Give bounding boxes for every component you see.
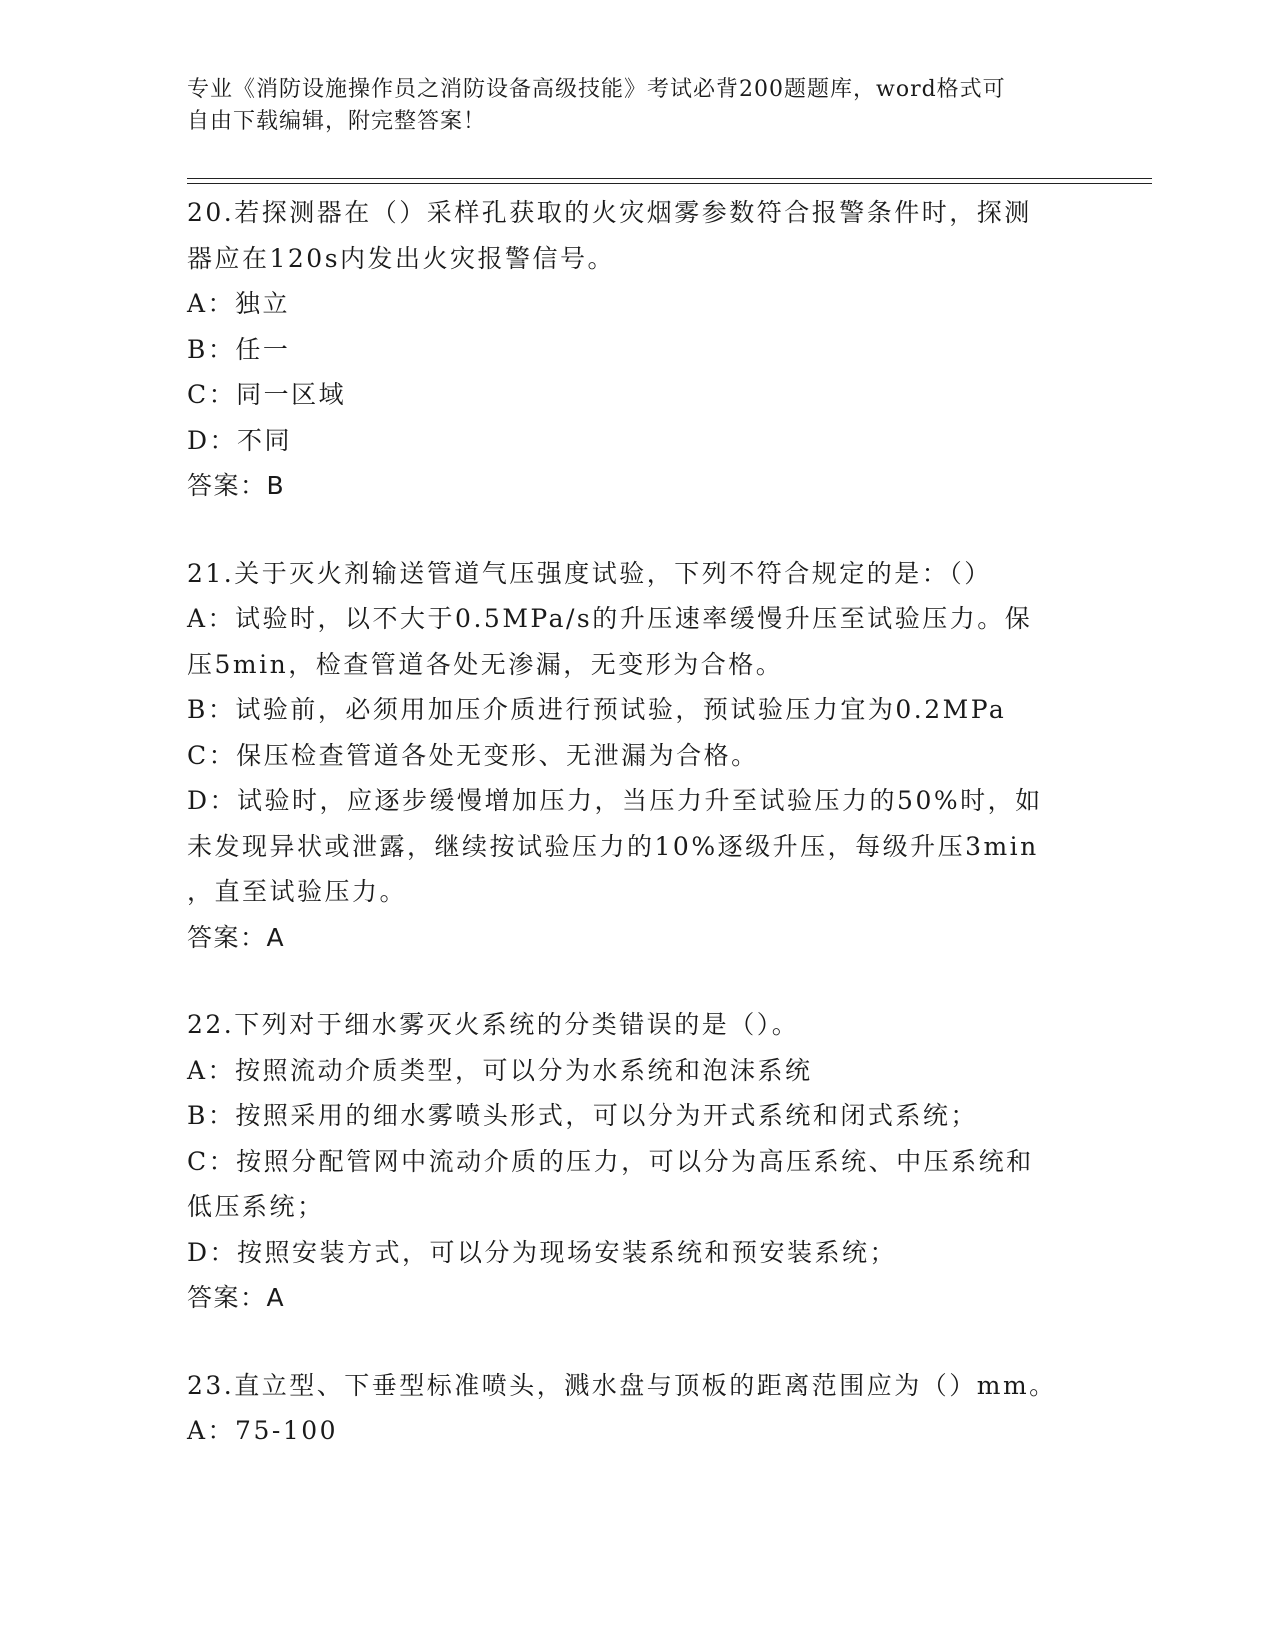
answer-option: 未发现异状或泄露，继续按试验压力的10%逐级升压，每级升压3min: [187, 831, 1039, 861]
answer-option: A：75-100: [187, 1416, 339, 1445]
answer-option: D：按照安装方式，可以分为现场安装系统和预安装系统；: [187, 1237, 898, 1267]
answer-option: A：按照流动介质类型，可以分为水系统和泡沫系统: [187, 1055, 813, 1085]
header-divider: [187, 178, 1152, 179]
header-line: 专业《消防设施操作员之消防设备高级技能》考试必背200题题库，word格式可: [187, 77, 1006, 102]
question-block: [187, 1363, 1087, 1454]
header-line: 自由下载编辑，附完整答案！: [187, 109, 487, 134]
answer-option: B：按照采用的细水雾喷头形式，可以分为开式系统和闭式系统；: [187, 1101, 978, 1130]
answer-option: 压5min，检查管道各处无渗漏，无变形为合格。: [187, 649, 784, 679]
question-block: [187, 190, 1087, 509]
answer-option: B：任一: [187, 334, 291, 364]
question-stem: 22.下列对于细水雾灭火系统的分类错误的是（）。: [187, 1010, 800, 1039]
answer-option: 低压系统；: [187, 1192, 325, 1221]
answer-key: 答案：B: [187, 471, 286, 500]
question-block: [187, 1002, 1087, 1321]
answer-option: A：独立: [187, 289, 291, 318]
answer-option: A：试验时，以不大于0.5MPa/s的升压速率缓慢升压至试验压力。保: [187, 604, 1033, 633]
answer-option: B：试验前，必须用加压介质进行预试验，预试验压力宜为0.2MPa: [187, 695, 1007, 724]
answer-key: 答案：A: [187, 922, 286, 952]
question-block: [187, 551, 1087, 961]
question-stem: 20.若探测器在（）采样孔获取的火灾烟雾参数符合报警条件时，探测: [187, 198, 1032, 227]
question-stem: 21.关于灭火剂输送管道气压强度试验，下列不符合规定的是：（）: [187, 558, 992, 588]
question-stem: 23.直立型、下垂型标准喷头，溅水盘与顶板的距离范围应为（）mm。: [187, 1370, 1057, 1400]
answer-option: D：不同: [187, 425, 293, 455]
answer-option: C：按照分配管网中流动介质的压力，可以分为高压系统、中压系统和: [187, 1146, 1034, 1176]
answer-option: ，直至试验压力。: [187, 877, 408, 906]
answer-option: C：保压检查管道各处无变形、无泄漏为合格。: [187, 740, 759, 770]
question-list: [187, 190, 1087, 1496]
header-divider: [187, 183, 1152, 184]
answer-option: C：同一区域: [187, 380, 347, 409]
answer-option: D：试验时，应逐步缓慢增加压力，当压力升至试验压力的50%时，如: [187, 786, 1043, 815]
question-stem: 器应在120s内发出火灾报警信号。: [187, 243, 616, 273]
document-header: [187, 74, 1067, 138]
answer-key: 答案：A: [187, 1283, 286, 1312]
